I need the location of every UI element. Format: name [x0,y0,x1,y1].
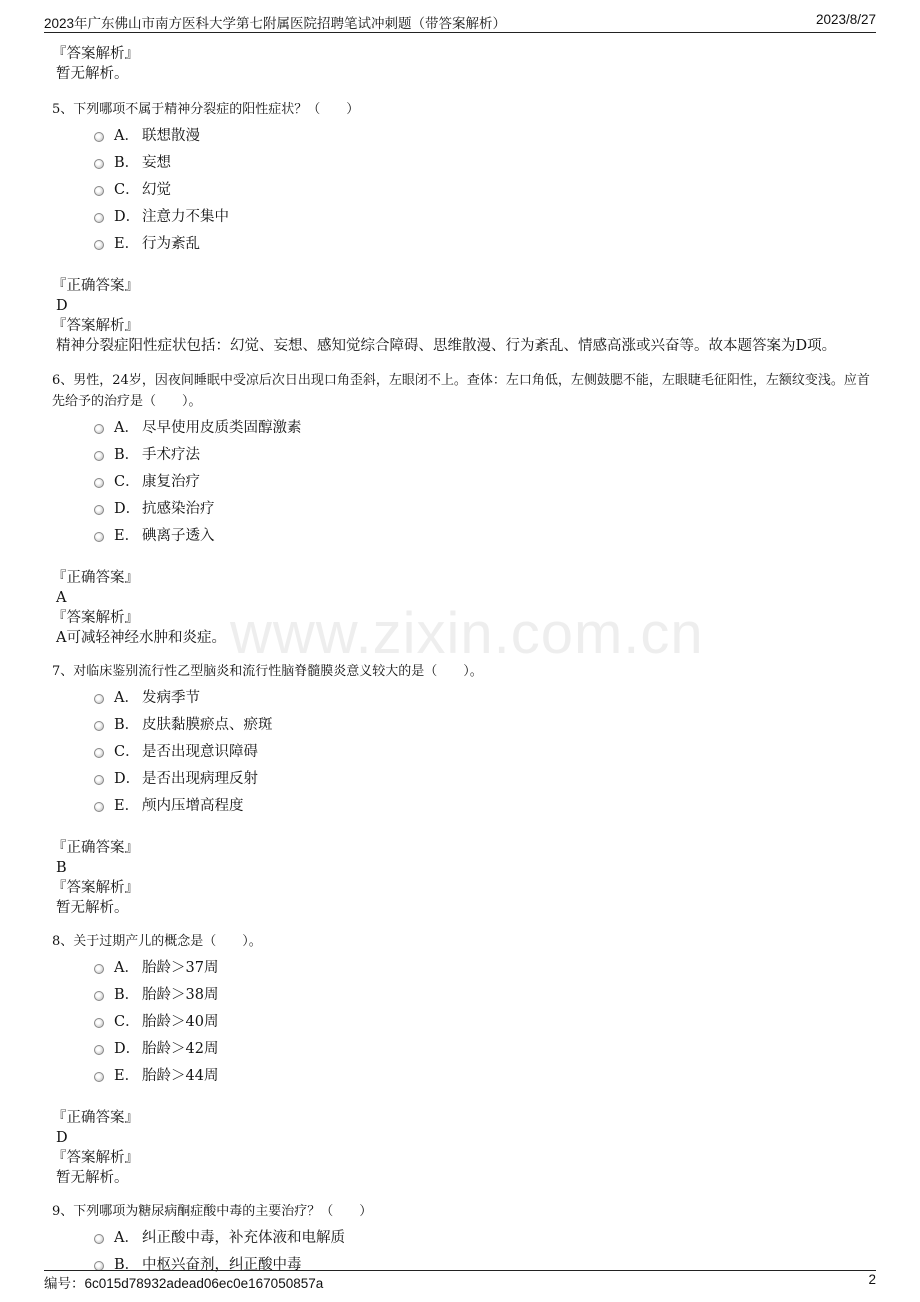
analysis-label: 『答案解析』 [52,1150,139,1166]
option-text: 发病季节 [142,690,200,706]
radio-button-icon[interactable] [94,775,104,785]
analysis-text: 暂无解析。 [56,66,129,82]
option-letter: B． [114,717,140,733]
option-a[interactable] [52,955,882,982]
radio-button-icon[interactable] [94,991,104,1001]
question-6 [52,370,882,648]
correct-answer-label: 『正确答案』 [52,840,139,856]
analysis-text: 暂无解析。 [56,1170,129,1186]
question-stem: 6、男性，24岁，因夜间睡眠中受凉后次日出现口角歪斜，左眼闭不上。查体：左口角低，左侧鼓腮不能，左眼睫毛征阳性，左额纹变浅。应首先给予的治疗是（ ）。 [52,373,870,409]
page-header [44,12,876,33]
option-letter: B． [114,447,140,463]
option-c[interactable] [52,469,882,496]
option-text: 妄想 [142,155,171,171]
document-title: 2023年广东佛山市南方医科大学第七附属医院招聘笔试冲刺题（带答案解析） [44,16,507,31]
option-a[interactable] [52,123,882,150]
radio-button-icon[interactable] [94,213,104,223]
option-b[interactable] [52,712,882,739]
option-letter: E． [114,528,140,544]
correct-answer: D [56,1130,68,1146]
option-letter: C． [114,182,140,198]
option-e[interactable] [52,793,882,820]
radio-button-icon[interactable] [94,964,104,974]
option-list [52,123,882,258]
question-stem: 9、下列哪项为糖尿病酮症酸中毒的主要治疗？（ ） [52,1204,373,1219]
option-list [52,685,882,820]
radio-button-icon[interactable] [94,1072,104,1082]
analysis-text: A可减轻神经水肿和炎症。 [56,630,226,646]
page-footer [44,1270,876,1291]
option-text: 注意力不集中 [142,209,229,225]
option-a[interactable] [52,685,882,712]
analysis-label: 『答案解析』 [52,610,139,626]
option-e[interactable] [52,523,882,550]
option-text: 行为紊乱 [142,236,200,252]
radio-button-icon[interactable] [94,802,104,812]
option-text: 手术疗法 [142,447,200,463]
option-letter: D． [114,1041,141,1057]
option-d[interactable] [52,1036,882,1063]
question-8 [52,932,882,1188]
option-letter: E． [114,236,140,252]
radio-button-icon[interactable] [94,1018,104,1028]
question-5 [52,100,882,356]
radio-button-icon[interactable] [94,424,104,434]
option-e[interactable] [52,1063,882,1090]
option-letter: B． [114,155,140,171]
analysis-label: 『答案解析』 [52,318,139,334]
page-number: 2 [868,1272,876,1287]
radio-button-icon[interactable] [94,240,104,250]
question-9 [52,1202,882,1279]
analysis-label: 『答案解析』 [52,880,139,896]
radio-button-icon[interactable] [94,505,104,515]
option-letter: B． [114,987,140,1003]
option-text: 中枢兴奋剂，纠正酸中毒 [142,1257,302,1273]
watermark: www.zixin.com.cn [230,601,704,666]
correct-answer: A [56,590,67,606]
option-text: 胎龄＞40周 [142,1014,219,1030]
option-d[interactable] [52,766,882,793]
option-letter: A． [114,420,139,436]
radio-button-icon[interactable] [94,132,104,142]
radio-button-icon[interactable] [94,451,104,461]
option-d[interactable] [52,204,882,231]
radio-button-icon[interactable] [94,694,104,704]
document-date: 2023/8/27 [815,12,876,27]
radio-button-icon[interactable] [94,1234,104,1244]
option-text: 是否出现意识障碍 [142,744,258,760]
analysis-text: 精神分裂症阳性症状包括：幻觉、妄想、感知觉综合障碍、思维散漫、行为紊乱、情感高涨或兴奋等。故本题答案为D项。 [56,338,837,354]
option-b[interactable] [52,442,882,469]
option-text: 幻觉 [142,182,171,198]
question-stem: 7、对临床鉴别流行性乙型脑炎和流行性脑脊髓膜炎意义较大的是（ ）。 [52,664,483,679]
option-letter: A． [114,1230,139,1246]
correct-answer-label: 『正确答案』 [52,278,139,294]
option-letter: E． [114,798,140,814]
option-letter: A． [114,960,139,976]
option-c[interactable] [52,177,882,204]
option-text: 康复治疗 [142,474,200,490]
radio-button-icon[interactable] [94,159,104,169]
radio-button-icon[interactable] [94,532,104,542]
option-text: 是否出现病理反射 [142,771,258,787]
analysis-label: 『答案解析』 [52,46,139,62]
analysis-text: 暂无解析。 [56,900,129,916]
correct-answer: B [56,860,67,876]
option-letter: D． [114,771,141,787]
question-stem: 8、关于过期产儿的概念是（ ）。 [52,934,262,949]
option-text: 胎龄＞37周 [142,960,219,976]
option-list [52,955,882,1090]
option-e[interactable] [52,231,882,258]
option-text: 胎龄＞38周 [142,987,219,1003]
option-a[interactable] [52,415,882,442]
document-code: 编号：6c015d78932adead06ec0e167050857a [44,1276,324,1291]
option-letter: C． [114,1014,140,1030]
option-letter: D． [114,209,141,225]
option-letter: E． [114,1068,140,1084]
correct-answer-label: 『正确答案』 [52,1110,139,1126]
radio-button-icon[interactable] [94,721,104,731]
option-text: 胎龄＞42周 [142,1041,219,1057]
correct-answer-label: 『正确答案』 [52,570,139,586]
radio-button-icon[interactable] [94,1045,104,1055]
radio-button-icon[interactable] [94,186,104,196]
option-text: 联想散漫 [142,128,200,144]
option-letter: A． [114,690,139,706]
option-a[interactable] [52,1225,882,1252]
radio-button-icon[interactable] [94,478,104,488]
option-d[interactable] [52,496,882,523]
option-c[interactable] [52,1009,882,1036]
option-text: 颅内压增高程度 [142,798,244,814]
option-b[interactable] [52,982,882,1009]
correct-answer: D [56,298,68,314]
question-7 [52,662,882,918]
option-text: 皮肤黏膜瘀点、瘀斑 [142,717,273,733]
option-text: 胎龄＞44周 [142,1068,219,1084]
option-c[interactable] [52,739,882,766]
option-list [52,415,882,550]
question-stem: 5、下列哪项不属于精神分裂症的阳性症状？（ ） [52,102,360,117]
radio-button-icon[interactable] [94,748,104,758]
option-letter: C． [114,474,140,490]
option-letter: C． [114,744,140,760]
option-letter: D． [114,501,141,517]
option-b[interactable] [52,150,882,177]
prev-analysis [52,44,882,84]
option-letter: B． [114,1257,140,1273]
option-text: 抗感染治疗 [142,501,215,517]
option-text: 尽早使用皮质类固醇激素 [142,420,302,436]
option-letter: A． [114,128,139,144]
option-text: 碘离子透入 [142,528,215,544]
option-text: 纠正酸中毒，补充体液和电解质 [142,1230,345,1246]
page-content [52,44,882,1297]
